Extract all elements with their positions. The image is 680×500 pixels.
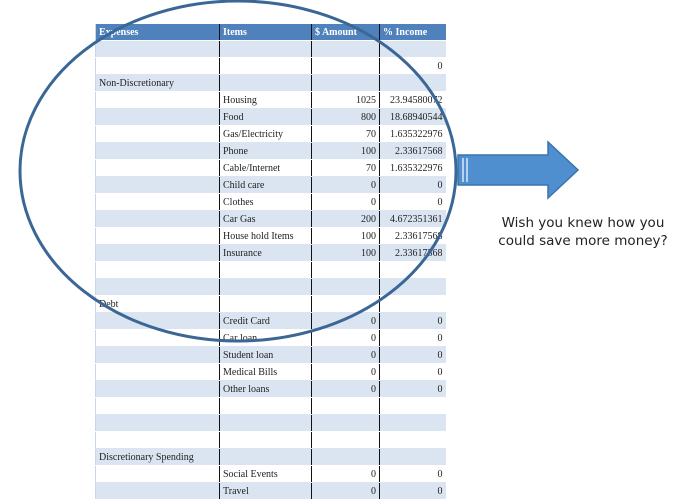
item-cell[interactable]: Phone [220, 143, 312, 160]
amount-cell[interactable]: 800 [312, 109, 380, 126]
percent-cell[interactable]: 0 [380, 330, 446, 347]
item-cell[interactable] [220, 449, 312, 466]
expense-cell[interactable]: Discretionary Spending [96, 449, 220, 466]
table-row [96, 483, 446, 500]
highlight-ellipse [20, 1, 456, 341]
item-cell[interactable]: Child care [220, 177, 312, 194]
amount-cell[interactable]: 70 [312, 160, 380, 177]
item-cell[interactable]: Cable/Internet [220, 160, 312, 177]
header-percent-income[interactable]: % Income [380, 24, 446, 41]
percent-cell[interactable]: 1.635322976 [380, 126, 446, 143]
item-cell[interactable]: Housing [220, 92, 312, 109]
percent-cell[interactable]: 0 [380, 194, 446, 211]
item-cell[interactable]: Insurance [220, 245, 312, 262]
percent-cell[interactable]: 0 [380, 177, 446, 194]
expense-cell[interactable] [96, 483, 220, 500]
amount-cell[interactable]: 200 [312, 211, 380, 228]
item-cell[interactable]: Gas/Electricity [220, 126, 312, 143]
percent-cell[interactable] [380, 449, 446, 466]
amount-cell[interactable]: 70 [312, 126, 380, 143]
amount-cell[interactable]: 0 [312, 364, 380, 381]
amount-cell[interactable]: 0 [312, 194, 380, 211]
header-expenses[interactable]: Expenses [96, 24, 220, 41]
percent-cell[interactable]: 4.672351361 [380, 211, 446, 228]
item-cell[interactable]: Clothes [220, 194, 312, 211]
percent-cell[interactable]: 18.68940544 [380, 109, 446, 126]
percent-cell[interactable]: 0 [380, 347, 446, 364]
item-cell[interactable]: Student loan [220, 347, 312, 364]
item-cell[interactable]: Food [220, 109, 312, 126]
amount-cell[interactable]: 0 [312, 347, 380, 364]
amount-cell[interactable] [312, 449, 380, 466]
item-cell[interactable]: Car loan [220, 330, 312, 347]
percent-cell[interactable]: 2.33617568 [380, 245, 446, 262]
percent-cell[interactable]: 2.33617568 [380, 228, 446, 245]
percent-cell[interactable]: 0 [380, 313, 446, 330]
callout-text: Wish you knew how you could save more money? [498, 215, 668, 249]
item-cell[interactable]: Social Events [220, 466, 312, 483]
amount-cell[interactable]: 0 [312, 330, 380, 347]
amount-cell[interactable]: 100 [312, 143, 380, 160]
item-cell[interactable]: Credit Card [220, 313, 312, 330]
item-cell[interactable]: House hold Items [220, 228, 312, 245]
amount-cell[interactable]: 0 [312, 483, 380, 500]
amount-cell[interactable]: 0 [312, 466, 380, 483]
percent-cell[interactable]: 0 [380, 381, 446, 398]
item-cell[interactable]: Medical Bills [220, 364, 312, 381]
percent-cell[interactable]: 0 [380, 364, 446, 381]
amount-cell[interactable]: 1025 [312, 92, 380, 109]
expense-cell[interactable] [96, 466, 220, 483]
percent-cell[interactable]: 0 [380, 483, 446, 500]
percent-cell[interactable]: 1.635322976 [380, 160, 446, 177]
amount-cell[interactable]: 0 [312, 313, 380, 330]
percent-cell[interactable]: 2.33617568 [380, 143, 446, 160]
amount-cell[interactable]: 100 [312, 228, 380, 245]
amount-cell[interactable]: 0 [312, 381, 380, 398]
percent-cell[interactable]: 0 [380, 466, 446, 483]
item-cell[interactable]: Travel [220, 483, 312, 500]
header-amount[interactable]: $ Amount [312, 24, 380, 41]
amount-cell[interactable]: 100 [312, 245, 380, 262]
amount-cell[interactable]: 0 [312, 177, 380, 194]
percent-cell[interactable]: 23.94580072 [380, 92, 446, 109]
item-cell[interactable]: Other loans [220, 381, 312, 398]
expense-cell[interactable]: Non-Discretionary [96, 75, 220, 92]
item-cell[interactable]: Car Gas [220, 211, 312, 228]
percent-cell[interactable]: 0 [380, 58, 446, 75]
header-items[interactable]: Items [220, 24, 312, 41]
right-arrow-icon [458, 142, 578, 198]
expense-cell[interactable]: Debt [96, 296, 220, 313]
table-row [96, 466, 446, 483]
table-row [96, 449, 446, 466]
